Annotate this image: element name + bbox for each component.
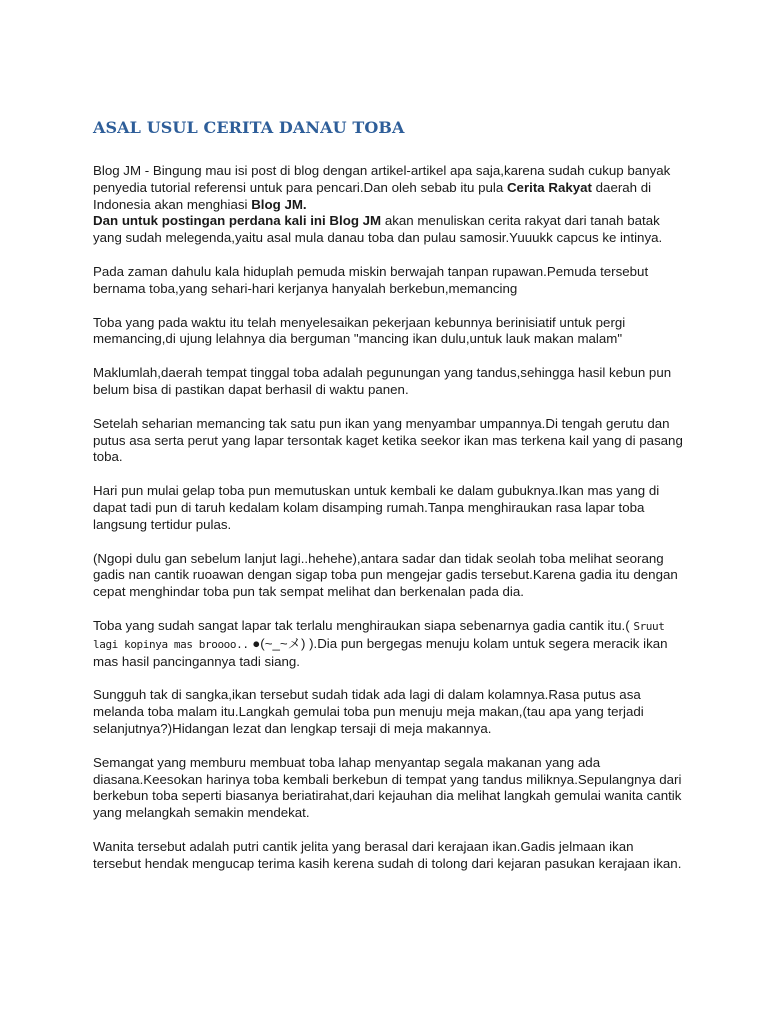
paragraph-9: Sungguh tak di sangka,ikan tersebut sudah tidak ada lagi di dalam kolamnya.Rasa putus asa melanda toba malam itu.Langkah gemulai toba pun menuju meja makan,(tau apa yang terjadi selanjutnya?)Hidangan lezat dan lengkap tersaji di meja makannya. bbox=[93, 687, 644, 736]
intro-text-2: daerah di Indonesia akan menghiasi bbox=[93, 179, 652, 212]
intro-bold-postingan: Dan untuk postingan perdana kali ini Blog JM bbox=[93, 213, 382, 229]
p8-mono-aside: Sruut lagi kopinya mas broooo.. bbox=[93, 619, 665, 651]
paragraph-3: Toba yang pada waktu itu telah menyelesaikan pekerjaan kebunnya berinisiatif untuk pergi memancing,di ujung lelahnya dia berguman "mancing ikan dulu,untuk lauk makan malam" bbox=[93, 314, 626, 347]
paragraph-11: Wanita tersebut adalah putri cantik jelita yang berasal dari kerajaan ikan.Gadis jelmaan ikan tersebut hendak mengucap terima kasih kerena sudah di tolong dari kejaran pasukan kerajaan ikan. bbox=[93, 838, 682, 871]
intro-text-1: Blog JM - Bingung mau isi post di blog dengan artikel-artikel apa saja,karena sudah cukup banyak penyedia tutorial referensi untuk para pencari.Dan oleh sebab itu pula bbox=[93, 163, 671, 195]
paragraph-intro bbox=[93, 163, 683, 247]
p8-text-2: ●(~_~メ) ).Dia pun bergegas menuju kolam untuk segera meracik ikan mas hasil pancingannya tadi siang. bbox=[93, 635, 668, 669]
intro-text-3: akan menuliskan cerita rakyat dari tanah batak yang sudah melegenda,yaitu asal mula danau toba dan pulau samosir.Yuuukk capcus ke intinya. bbox=[93, 213, 663, 246]
intro-bold-cerita-rakyat: Cerita Rakyat bbox=[506, 179, 592, 195]
paragraph-7: (Ngopi dulu gan sebelum lanjut lagi..hehehe),antara sadar dan tidak seolah toba melihat seorang gadis nan cantik ruoawan dengan sigap toba pun mengejar gadis tersebut.Karena gadia itu dengan cepat menghindar toba pun tak sempat melihat dan berkenalan pada dia. bbox=[93, 550, 678, 600]
document-page bbox=[93, 118, 683, 890]
paragraph-6: Hari pun mulai gelap toba pun memutuskan untuk kembali ke dalam gubuknya.Ikan mas yang di dapat tadi pun di taruh kedalam kolam disamping rumah.Tanpa menghiraukan rasa lapar toba langsung tertidur pulas. bbox=[93, 483, 660, 532]
p8-text-1: Toba yang sudah sangat lapar tak terlalu menghiraukan siapa sebenarnya gadia cantik itu.( bbox=[93, 617, 634, 633]
paragraph-2: Pada zaman dahulu kala hiduplah pemuda miskin berwajah tanpan rupawan.Pemuda tersebut bernama toba,yang sehari-hari kerjanya hanyalah berkebun,memancing bbox=[93, 263, 649, 296]
paragraph-10: Semangat yang memburu membuat toba lahap menyantap segala makanan yang ada diasana.Keesokan harinya toba kembali berkebun di tempat yang tandus miliknya.Sepulangnya dari berkebun toba seperti biasanya beriatirahat,dari kejauhan dia melihat langkah gemulai wanita cantik yang melangkah semakin mendekat. bbox=[93, 754, 682, 821]
paragraph-8 bbox=[93, 618, 683, 670]
document-title: ASAL USUL CERITA DANAU TOBA bbox=[93, 118, 405, 137]
paragraph-4: Maklumlah,daerah tempat tinggal toba adalah pegunungan yang tandus,sehingga hasil kebun pun belum bisa di pastikan dapat berhasil di waktu panen. bbox=[93, 365, 672, 397]
paragraph-5: Setelah seharian memancing tak satu pun ikan yang menyambar umpannya.Di tengah gerutu dan putus asa serta perut yang lapar tersontak kaget ketika seekor ikan mas terkena kail yang di pasang toba. bbox=[93, 415, 683, 465]
intro-bold-blog-jm: Blog JM. bbox=[251, 196, 307, 212]
